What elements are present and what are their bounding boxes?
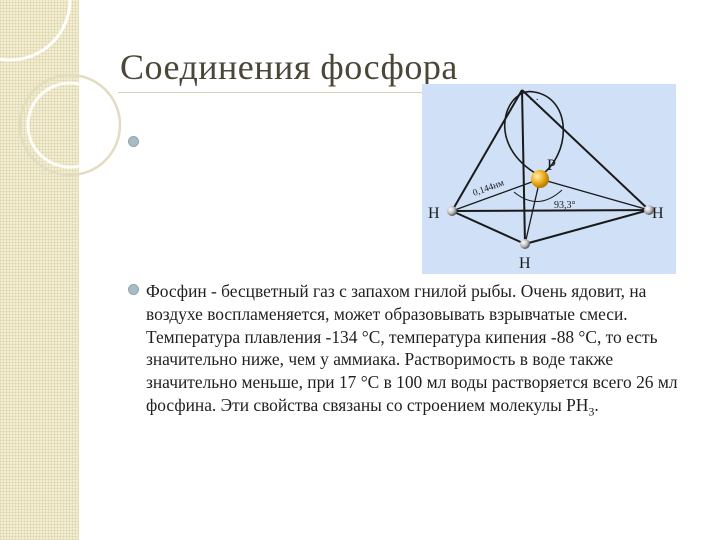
- hydrogen-right-label: H: [652, 205, 664, 222]
- bullet-icon: [128, 136, 139, 147]
- formula-subscript: 3: [588, 404, 595, 419]
- lone-pair-label: · ·: [529, 94, 540, 106]
- formula-end: .: [594, 394, 599, 415]
- bullet-icon: [128, 284, 139, 295]
- hydrogen-left-label: H: [428, 205, 440, 222]
- hydrogen-atom-bottom: [520, 239, 530, 249]
- phosphine-molecule-diagram: [422, 84, 676, 274]
- bond-angle-label: 93,3°: [554, 200, 576, 211]
- decorative-circles: [0, 0, 160, 200]
- hydrogen-atom-left: [447, 206, 457, 216]
- bond-length-label: 0,144нм: [471, 178, 506, 199]
- hydrogen-bottom-label: H: [519, 255, 531, 272]
- phosphorus-label: P: [547, 157, 556, 174]
- description-text: Фосфин - бесцветный газ с запахом гнилой рыбы. Очень ядовит, на воздухе воспламеняется, может образовывать взрывчатые смеси. Температура плавления -134 °С, температура кипения -88 °С, то есть значительно ниже, чем у аммиака. Растворимость в воде также значительно меньше, при 17 °С в 100 мл воды растворяется всего 26 мл фосфина. Эти свойства связаны со строением молекулы PH: [146, 281, 678, 415]
- phosphine-description: [146, 280, 706, 417]
- slide-title: Соединения фосфора: [120, 47, 458, 87]
